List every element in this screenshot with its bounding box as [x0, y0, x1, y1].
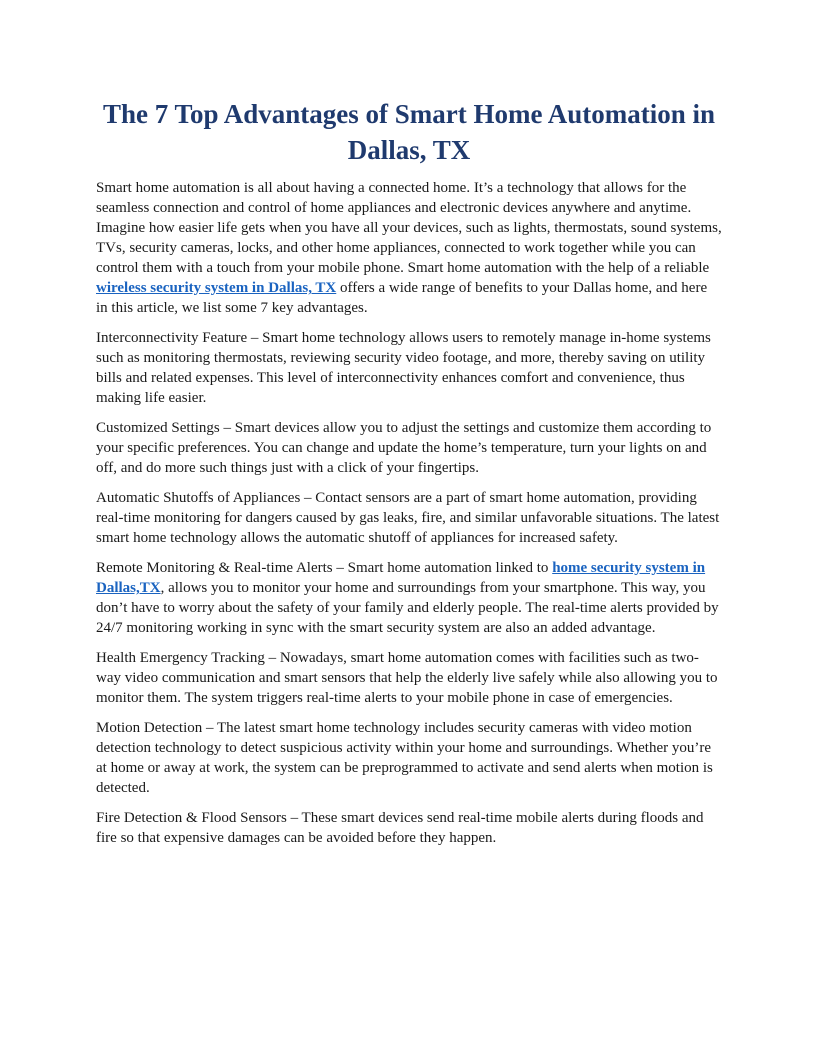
intro-text-before: Smart home automation is all about having a connected home. It’s a technology that allows for the seamless connection and control of home appliances and electronic devices anywhere and anytime. Imagine how easier life gets when you have all your devices, such as lights, thermostats, sound systems, TVs, security cameras, locks, and other home appliances, connected to work together while you can control them with a touch from your mobile phone. Smart home automation with the help of a reliable — [96, 180, 722, 276]
remote-monitoring-text-before: Remote Monitoring & Real-time Alerts – Smart home automation linked to — [96, 560, 553, 576]
automatic-shutoffs-paragraph: Automatic Shutoffs of Appliances – Contact sensors are a part of smart home automation, providing real-time monitoring for dangers caused by gas leaks, fire, and similar unfavorable situations. The latest smart home technology allows the automatic shutoff of appliances for increased safety. — [96, 490, 720, 546]
wireless-security-link[interactable]: wireless security system in Dallas, TX — [96, 280, 337, 296]
page-title: The 7 Top Advantages of Smart Home Automation in Dallas, TX — [102, 99, 716, 165]
customized-settings-paragraph: Customized Settings – Smart devices allow you to adjust the settings and customize them according to your specific preferences. You can change and update the home’s temperature, turn your lights on and off, and do more such things just with a click of your fingertips. — [96, 420, 712, 476]
home-security-link[interactable]: home security system in Dallas,TX — [96, 560, 706, 596]
intro-text-after: offers a wide range of benefits to your Dallas home, and here in this article, we list some 7 key advantages. — [96, 280, 708, 316]
interconnectivity-paragraph: Interconnectivity Feature – Smart home technology allows users to remotely manage in-home systems such as monitoring thermostats, reviewing security video footage, and more, thereby saving on utility bills and related expenses. This level of interconnectivity enhances comfort and convenience, thus making life easier. — [96, 330, 711, 406]
health-emergency-paragraph: Health Emergency Tracking – Nowadays, smart home automation comes with facilities such as two-way video communication and smart sensors that help the elderly live safely while also allowing you to monitor them. The system triggers real-time alerts to your mobile phone in case of emergencies. — [96, 650, 718, 706]
document-page — [96, 96, 722, 858]
fire-flood-paragraph: Fire Detection & Flood Sensors – These smart devices send real-time mobile alerts during floods and fire so that expensive damages can be avoided before they happen. — [96, 810, 704, 846]
remote-monitoring-paragraph — [96, 558, 722, 638]
remote-monitoring-text-after: , allows you to monitor your home and surroundings from your smartphone. This way, you don’t have to worry about the safety of your family and elderly people. The real-time alerts provided by 24/7 monitoring working in sync with the smart security system are also an added advantage. — [96, 580, 719, 636]
intro-paragraph — [96, 178, 722, 318]
motion-detection-paragraph: Motion Detection – The latest smart home technology includes security cameras with video motion detection technology to detect suspicious activity within your home and surroundings. Whether you’re at home or away at work, the system can be preprogrammed to activate and send alerts when motion is detected. — [96, 720, 713, 796]
